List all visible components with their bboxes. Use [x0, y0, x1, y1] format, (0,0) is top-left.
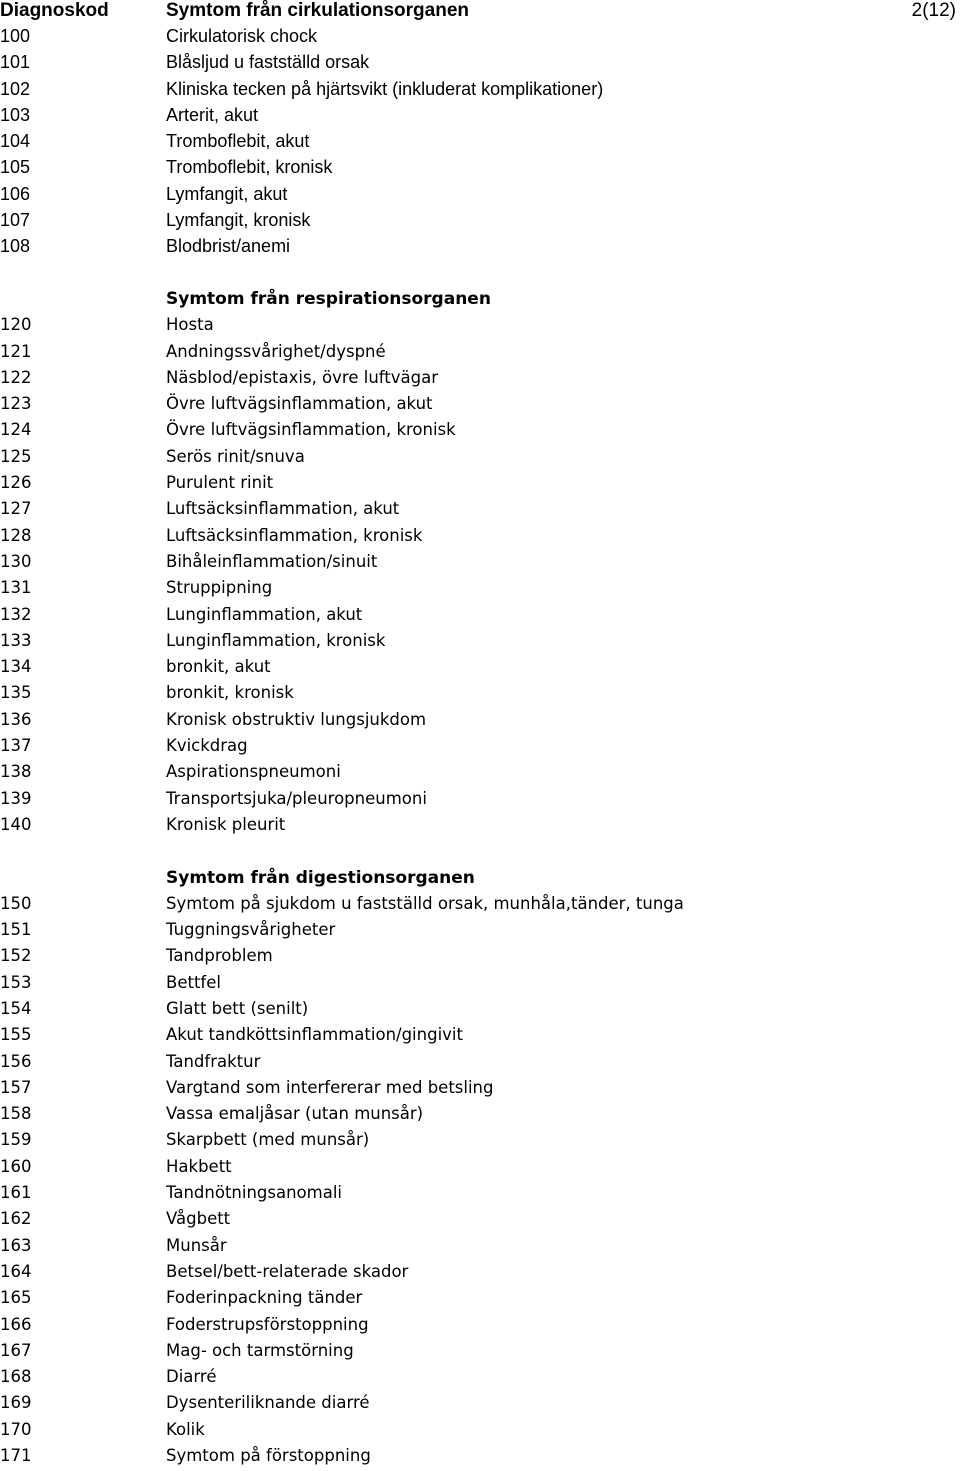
diagnosis-code: 126: [0, 473, 32, 493]
section-title-text: Symtom från respirationsorganen: [166, 288, 491, 309]
section-title-respiration: [0, 286, 960, 312]
diagnosis-code: 168: [0, 1367, 32, 1387]
diagnosis-code: 128: [0, 525, 32, 545]
diagnosis-code: 127: [0, 499, 32, 519]
diagnosis-code: 166: [0, 1314, 32, 1334]
diagnosis-code: 157: [0, 1077, 32, 1097]
diagnosis-description: Purulent rinit: [166, 473, 274, 493]
column-header-code: Diagnoskod: [0, 0, 109, 21]
diagnosis-description: Kliniska tecken på hjärtsvikt (inkluderat komplikationer): [166, 78, 604, 99]
diagnosis-code: 137: [0, 736, 32, 756]
table-row: [0, 496, 960, 522]
diagnosis-code: 155: [0, 1025, 32, 1045]
diagnosis-description: Glatt bett (senilt): [166, 998, 309, 1018]
table-row: [0, 970, 960, 996]
diagnosis-code: 165: [0, 1288, 32, 1308]
diagnosis-description: Betsel/bett-relaterade skador: [166, 1261, 409, 1281]
table-row: [0, 812, 960, 838]
table-row: [0, 1101, 960, 1127]
diagnosis-description: Andningssvårighet/dyspné: [166, 341, 386, 361]
diagnosis-description: Tuggningsvårigheter: [166, 920, 336, 940]
diagnosis-description: Lunginflammation, kronisk: [166, 630, 386, 650]
page-number: 2(12): [911, 0, 956, 21]
diagnosis-code: 167: [0, 1340, 32, 1360]
diagnosis-code-list: [0, 23, 960, 1469]
table-row: [0, 996, 960, 1022]
diagnosis-code: 140: [0, 814, 32, 834]
diagnosis-description: Blåsljud u fastställd orsak: [166, 52, 370, 73]
table-row: [0, 680, 960, 706]
section-digestion: [0, 865, 960, 1470]
diagnosis-description: Foderstrupsförstoppning: [166, 1314, 369, 1334]
table-row: [0, 181, 960, 207]
diagnosis-code: 132: [0, 604, 32, 624]
diagnosis-code: 139: [0, 788, 32, 808]
section-title-circulation: Symtom från cirkulationsorganen: [166, 0, 470, 21]
diagnosis-description: Övre luftvägsinflammation, kronisk: [166, 420, 456, 440]
diagnosis-description: Vassa emaljåsar (utan munsår): [166, 1104, 424, 1124]
diagnosis-description: Vargtand som interfererar med betsling: [166, 1077, 494, 1097]
diagnosis-description: Tandproblem: [166, 946, 273, 966]
diagnosis-description: Kronisk pleurit: [166, 814, 286, 834]
table-row: [0, 339, 960, 365]
diagnosis-description: Bettfel: [166, 972, 221, 992]
table-row: [0, 1233, 960, 1259]
diagnosis-code: 106: [0, 183, 31, 204]
diagnosis-code: 156: [0, 1051, 32, 1071]
diagnosis-code: 153: [0, 972, 32, 992]
diagnosis-code: 103: [0, 104, 31, 125]
table-row: [0, 1364, 960, 1390]
diagnosis-description: Diarré: [166, 1367, 217, 1387]
diagnosis-description: Arterit, akut: [166, 104, 259, 125]
diagnosis-code: 121: [0, 341, 32, 361]
diagnosis-description: Näsblod/epistaxis, övre luftvägar: [166, 367, 439, 387]
table-row: [0, 1259, 960, 1285]
table-row: [0, 102, 960, 128]
diagnosis-code: 150: [0, 893, 32, 913]
diagnosis-code: 107: [0, 210, 31, 231]
diagnosis-code: 133: [0, 630, 32, 650]
diagnosis-description: Struppipning: [166, 578, 273, 598]
table-row: [0, 1127, 960, 1153]
table-row: [0, 1417, 960, 1443]
diagnosis-code: 171: [0, 1446, 32, 1466]
table-row: [0, 1312, 960, 1338]
table-row: [0, 365, 960, 391]
table-row: [0, 23, 960, 49]
page-header: [0, 0, 960, 22]
diagnosis-code: 100: [0, 26, 31, 46]
section-title-text: Symtom från digestionsorganen: [166, 867, 475, 888]
table-row: [0, 891, 960, 917]
table-row: [0, 417, 960, 443]
diagnosis-description: Vågbett: [166, 1209, 231, 1229]
diagnosis-description: Övre luftvägsinflammation, akut: [166, 394, 433, 414]
diagnosis-code: 136: [0, 709, 32, 729]
table-row: [0, 733, 960, 759]
diagnosis-code: 130: [0, 551, 32, 571]
diagnosis-description: Akut tandköttsinflammation/gingivit: [166, 1025, 463, 1045]
diagnosis-description: Serös rinit/snuva: [166, 446, 305, 466]
diagnosis-description: Luftsäcksinflammation, kronisk: [166, 525, 423, 545]
diagnosis-description: Lymfangit, akut: [166, 183, 288, 204]
table-row: [0, 154, 960, 180]
diagnosis-description: Kronisk obstruktiv lungsjukdom: [166, 709, 427, 729]
table-row: [0, 1443, 960, 1469]
diagnosis-description: Transportsjuka/pleuropneumoni: [166, 788, 427, 808]
diagnosis-code: 123: [0, 394, 32, 414]
diagnosis-code: 161: [0, 1183, 32, 1203]
table-row: [0, 444, 960, 470]
diagnosis-description: Hakbett: [166, 1156, 232, 1176]
diagnosis-code: 104: [0, 131, 31, 152]
table-row: [0, 1338, 960, 1364]
diagnosis-code: 162: [0, 1209, 32, 1229]
diagnosis-code: 169: [0, 1393, 32, 1413]
table-row: [0, 1075, 960, 1101]
table-row: [0, 1049, 960, 1075]
table-row: [0, 523, 960, 549]
diagnosis-code: 131: [0, 578, 32, 598]
table-row: [0, 470, 960, 496]
diagnosis-code: 135: [0, 683, 32, 703]
diagnosis-code: 102: [0, 78, 31, 99]
table-row: [0, 786, 960, 812]
table-row: [0, 49, 960, 75]
diagnosis-code: 163: [0, 1235, 32, 1255]
diagnosis-code: 158: [0, 1104, 32, 1124]
diagnosis-description: Tromboflebit, akut: [166, 131, 310, 152]
diagnosis-description: Luftsäcksinflammation, akut: [166, 499, 400, 519]
table-row: [0, 602, 960, 628]
diagnosis-code: 170: [0, 1419, 32, 1439]
diagnosis-code: 122: [0, 367, 32, 387]
diagnosis-code: 101: [0, 52, 31, 73]
diagnosis-description: Kvickdrag: [166, 736, 248, 756]
diagnosis-description: Dysenteriliknande diarré: [166, 1393, 370, 1413]
diagnosis-description: bronkit, kronisk: [166, 683, 294, 703]
diagnosis-description: Cirkulatorisk chock: [166, 26, 318, 46]
diagnosis-code: 134: [0, 657, 32, 677]
diagnosis-description: Symtom på förstoppning: [166, 1446, 371, 1466]
table-row: [0, 207, 960, 233]
table-row: [0, 943, 960, 969]
diagnosis-description: Tandnötningsanomali: [166, 1183, 342, 1203]
section-spacer: [0, 838, 960, 864]
diagnosis-description: Symtom på sjukdom u fastställd orsak, munhåla,tänder, tunga: [166, 893, 684, 913]
diagnosis-description: Skarpbett (med munsår): [166, 1130, 370, 1150]
section-title-digestion: [0, 865, 960, 891]
diagnosis-code: 154: [0, 998, 32, 1018]
diagnosis-description: Tandfraktur: [166, 1051, 261, 1071]
table-row: [0, 759, 960, 785]
diagnosis-description: Foderinpackning tänder: [166, 1288, 363, 1308]
diagnosis-code: 125: [0, 446, 32, 466]
table-row: [0, 707, 960, 733]
table-row: [0, 76, 960, 102]
diagnosis-description: Hosta: [166, 315, 214, 335]
diagnosis-code: 108: [0, 236, 31, 257]
diagnosis-description: bronkit, akut: [166, 657, 271, 677]
diagnosis-description: Munsår: [166, 1235, 227, 1255]
section-circulation: [0, 23, 960, 260]
table-row: [0, 391, 960, 417]
diagnosis-description: Lunginflammation, akut: [166, 604, 363, 624]
diagnosis-code: 164: [0, 1261, 32, 1281]
table-row: [0, 549, 960, 575]
table-row: [0, 233, 960, 259]
table-row: [0, 1022, 960, 1048]
diagnosis-description: Kolik: [166, 1419, 205, 1439]
table-row: [0, 128, 960, 154]
table-row: [0, 1285, 960, 1311]
diagnosis-code: 160: [0, 1156, 32, 1176]
diagnosis-code: 138: [0, 762, 32, 782]
table-row: [0, 917, 960, 943]
table-row: [0, 312, 960, 338]
diagnosis-code: 124: [0, 420, 32, 440]
diagnosis-description: Aspirationspneumoni: [166, 762, 341, 782]
diagnosis-code: 152: [0, 946, 32, 966]
diagnosis-description: Lymfangit, kronisk: [166, 210, 311, 231]
section-respiration: [0, 286, 960, 838]
diagnosis-description: Blodbrist/anemi: [166, 236, 291, 257]
diagnosis-description: Mag- och tarmstörning: [166, 1340, 354, 1360]
table-row: [0, 1154, 960, 1180]
diagnosis-code: 105: [0, 157, 31, 178]
section-spacer: [0, 260, 960, 286]
diagnosis-code: 151: [0, 920, 32, 940]
table-row: [0, 1206, 960, 1232]
table-row: [0, 1390, 960, 1416]
diagnosis-code: 120: [0, 315, 32, 335]
table-row: [0, 575, 960, 601]
table-row: [0, 628, 960, 654]
diagnosis-description: Bihåleinflammation/sinuit: [166, 551, 378, 571]
diagnosis-description: Tromboflebit, kronisk: [166, 157, 333, 178]
table-row: [0, 1180, 960, 1206]
table-row: [0, 654, 960, 680]
diagnosis-code: 159: [0, 1130, 32, 1150]
